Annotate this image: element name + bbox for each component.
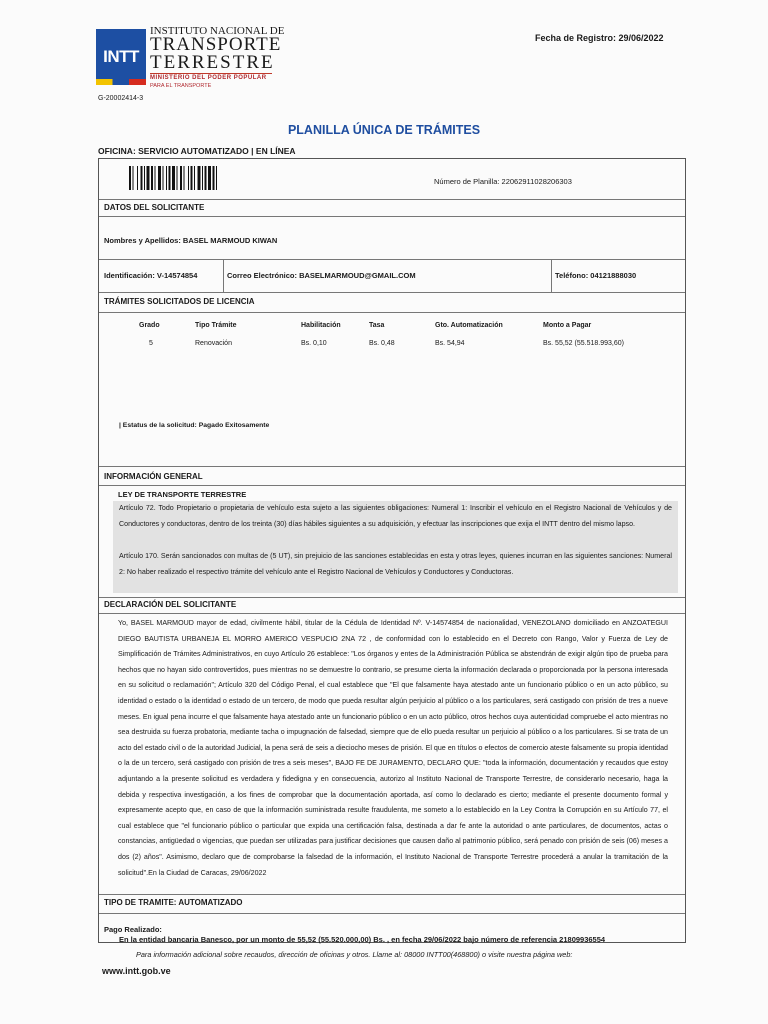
page-title: PLANILLA ÚNICA DE TRÁMITES xyxy=(287,123,481,137)
section-solicitante: DATOS DEL SOLICITANTE xyxy=(104,203,205,212)
logo-line3: TERRESTRE xyxy=(150,52,275,73)
divider xyxy=(99,597,685,598)
divider xyxy=(99,199,685,200)
logo-line1: INSTITUTO NACIONAL DE xyxy=(150,25,285,37)
divider xyxy=(223,259,224,292)
full-name: Nombres y Apellidos: BASEL MARMOUD KIWAN xyxy=(104,236,278,245)
intt-logo xyxy=(96,25,285,93)
flag-stripe xyxy=(96,79,146,85)
col-tipo: Tipo Trámite xyxy=(195,322,237,329)
registration-date: Fecha de Registro: 29/06/2022 xyxy=(535,33,664,43)
barcode-image xyxy=(129,166,246,190)
office-label: OFICINA: SERVICIO AUTOMATIZADO | EN LÍNEA xyxy=(98,146,296,156)
law-articles-box xyxy=(113,501,678,593)
logo-ministry2: PARA EL TRANSPORTE xyxy=(150,83,212,89)
col-automatizacion: Gto. Automatización xyxy=(435,322,503,329)
logo-line2: TRANSPORTE xyxy=(150,34,282,55)
divider xyxy=(99,466,685,467)
logo-divider xyxy=(150,73,272,74)
document-code: G-20002414-3 xyxy=(98,95,144,102)
section-tramites: TRÁMITES SOLICITADOS DE LICENCIA xyxy=(104,297,255,306)
phone: Teléfono: 04121888030 xyxy=(555,271,637,280)
cell-grado: 5 xyxy=(149,340,153,347)
divider xyxy=(551,259,552,292)
divider xyxy=(99,292,685,293)
cell-habilitacion: Bs. 0,10 xyxy=(301,340,327,347)
section-tipo: TIPO DE TRAMITE: AUTOMATIZADO xyxy=(104,898,243,907)
article-170: Artículo 170. Serán sancionados con multas de (5 UT), sin prejuicio de las sanciones establecidas en esta y otras leyes, quienes incurran en las siguientes sanciones: Numeral 2: No haber realizado el respectivo trámite del vehículo ante el Registro Nacional de Vehículos y Conductores y Conductoras. xyxy=(119,552,672,576)
law-title: LEY DE TRANSPORTE TERRESTRE xyxy=(118,490,247,499)
footer-website-link[interactable]: www.intt.gob.ve xyxy=(102,966,171,976)
planilla-number: Número de Planilla: 22062911028206303 xyxy=(434,177,572,186)
divider xyxy=(99,312,685,313)
cell-tasa: Bs. 0,48 xyxy=(369,340,395,347)
logo-ministry1: MINISTERIO DEL PODER POPULAR xyxy=(150,75,267,81)
divider xyxy=(99,913,685,914)
cell-automatizacion: Bs. 54,94 xyxy=(435,340,465,347)
cell-monto: Bs. 55,52 (55.518.993,60) xyxy=(543,340,624,347)
request-status: | Estatus de la solicitud: Pagado Exitosamente xyxy=(119,422,270,429)
form-frame xyxy=(98,158,686,943)
col-monto: Monto a Pagar xyxy=(543,322,592,329)
declaration-text: Yo, BASEL MARMOUD mayor de edad, civilmente hábil, titular de la Cédula de Identidad Nº. V-14574854 de nacionalidad, VENEZOLANO domiciliado en ANZOATEGUI DIEGO BAUTISTA URBANEJA EL MORRO AMERICO VESPUCIO 2NA 72 , de conformidad con lo establecido en el Decreto con Rango, Valor y Fuerza de Ley de Simplificación de Trámites Administrativos, en cuyo Artículo 26 establece: "Los órganos y entes de la Administración Pública se abstendrán de exigir algún tipo de prueba para hechos que no hayan sido controvertidos, pues mientras no se demuestre lo contrario, se presume cierta la información declarada o proporcionada por la persona interesada en su solicitud o reclamación"; Artículo 320 del Código Penal, el cual establece que "El que falsamente haya atestado ante un funcionario público o en un acto público, su identidad o estado o la identidad o estado de un tercero, de modo que pueda resultar algún perjuicio al público o a los particulares, será castigado con prisión de tres a nueve meses. En igual pena incurre el que falsamente haya atestado ante un funcionario público o en un acto público, otros hechos cuya autenticidad compruebe el acto mientras no sea destruida su fuerza probatoria, mediante tacha o impugnación de falsedad, siempre que de ello pueda resultar un perjuicio al público o a los particulares. Si se trata de un acto del estado civil o de la autoridad Judicial, la pena será de seis a dieciocho meses de prisión. El que en títulos o efectos de comercio ateste falsamente su propia identidad o la de un tercero, será castigado con prisión de tres a seis meses", BAJO FE DE JURAMENTO, DECLARO QUE: "toda la información, documentación y recaudos que estoy adjuntando a la presente solicitud es verdadera y fidedigna y en consecuencia, autorizo al Instituto Nacional de Transporte Terrestre, de considerarlo necesario, haga la debida y respectiva investigación, a los fines de comprobar que la documentación aportada, así como lo declarado es cierto; mediante el presente documento formal y expresamente acepto que, en caso de que la información suministrada resulte fraudulenta, me someto a lo establecido en la Ley Contra la Corrupción en su Artículo 77, el cual establece que "el funcionario público o particular que expida una certificación falsa, destinada a dar fe ante la autoridad o ante particulares, de documentos, actas o constancias, antigüedad o vigencias, que puedan ser utilizadas para justificar decisiones que causen daño al patrimonio público, será penado con prisión de seis (06) meses a dos (2) años". Asimismo, declaro que de comprobarse la falsedad de la información, el Instituto Nacional de Transporte Terrestre procederá a anular la tramitación de la solicitud".En la Ciudad de Caracas, 29/06/2022 xyxy=(118,619,668,877)
col-grado: Grado xyxy=(139,322,160,329)
divider xyxy=(99,259,685,260)
article-72: Artículo 72. Todo Propietario o propietaria de vehículo esta sujeto a las siguientes obligaciones: Numeral 1: Inscribir el vehículo en el Registro Nacional de Vehículos y de Conductores y conductoras, dentro de los treinta (30) días hábiles siguientes a su adquisición, y efectuar las inscripciones que exija el INTT dentro del mismo lapso. xyxy=(119,504,672,528)
footer-info: Para información adicional sobre recaudos, dirección de oficinas y otros. Llame al: 08000 INTT00(468800) o visite nuestra página web: xyxy=(136,950,573,959)
col-tasa: Tasa xyxy=(369,322,385,329)
identification: Identificación: V-14574854 xyxy=(104,271,198,280)
divider xyxy=(99,894,685,895)
payment-detail: En la entidad bancaria Banesco, por un monto de 55,52 (55.520.000,00) Bs. , en fecha 29/06/2022 bajo número de referencia 21809936554 xyxy=(119,935,606,944)
divider xyxy=(99,485,685,486)
divider xyxy=(99,613,685,614)
divider xyxy=(99,216,685,217)
email: Correo Electrónico: BASELMARMOUD@GMAIL.COM xyxy=(227,271,416,280)
section-informacion: INFORMACIÓN GENERAL xyxy=(104,472,203,481)
cell-tipo: Renovación xyxy=(195,340,232,347)
payment-label: Pago Realizado: xyxy=(104,925,162,934)
intt-logo-mark: INTT xyxy=(96,29,146,85)
section-declaracion: DECLARACIÓN DEL SOLICITANTE xyxy=(104,600,237,609)
col-habilitacion: Habilitación xyxy=(301,322,341,329)
